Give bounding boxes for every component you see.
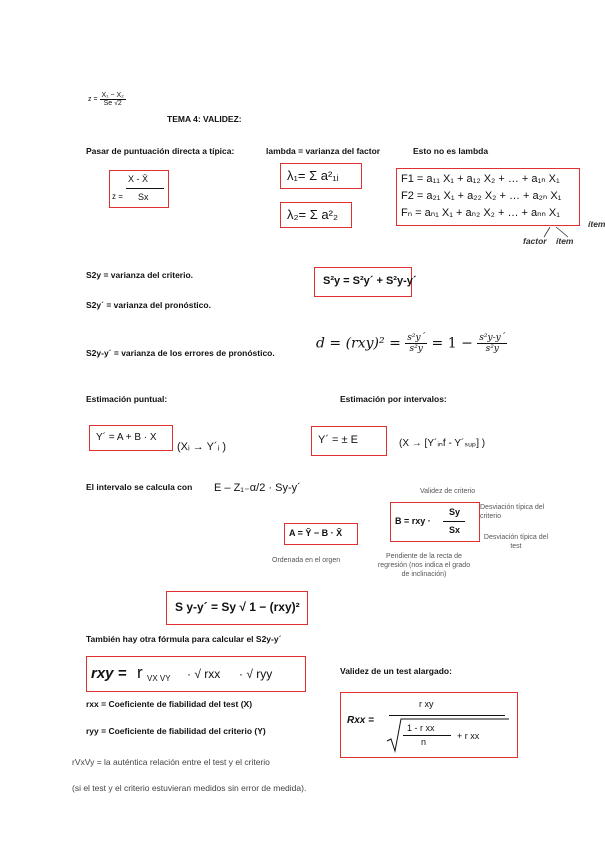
z-box-numerator: X - X̄ (128, 174, 149, 184)
factor-equations-box (396, 168, 580, 226)
b-formula: B = rxy · (395, 516, 431, 526)
lambda2-formula: λ₂= Σ a²₂ (287, 207, 339, 222)
footer-line1: rVxVy = la auténtica relación entre el test y el criterio (72, 757, 270, 767)
estimacion-puntual-label: Estimación puntual: (86, 394, 168, 404)
z-box-lhs: z = (112, 192, 123, 201)
a-formula: A = Ȳ − B · X̄ (289, 528, 343, 538)
rxx-lhs: Rxx = (347, 715, 374, 726)
def-s2err: S2y-y´ = varianza de los errores de pronóstico. (86, 348, 275, 358)
syy-box (166, 591, 308, 625)
d-num2: s²y-y´ (479, 333, 506, 343)
rxx-definition: rxx = Coeficiente de fiabilidad del test (X) (86, 699, 253, 709)
intervalo-box (311, 426, 387, 456)
regression-a-box (284, 523, 358, 545)
rxx-num: r xy (419, 699, 434, 709)
pendiente-text: Pendiente de la recta de regresión (nos indica el grado de inclinación) (377, 553, 471, 578)
rxx-box (340, 692, 518, 758)
d-lhs: d = (rxy)² = (316, 335, 401, 352)
validez-criterio-label: Validez de criterio (420, 488, 476, 495)
d-den2: s²y (485, 344, 499, 354)
estimacion-intervalos-label: Estimación por intervalos: (340, 394, 447, 404)
desv-criterio-text: Desviación típica del criterio (480, 504, 545, 520)
lambda1-formula: λ₁= Σ a²₁ᵢ (287, 168, 339, 183)
variance-decomposition-box (314, 267, 417, 297)
puntual-formula: Y´ = A + B · X (96, 432, 157, 443)
d-fraction1 (405, 333, 427, 354)
variance-decomposition-formula: S²y = S²y´ + S²y-y´ (323, 275, 417, 287)
d-den1: s²y (409, 344, 423, 354)
item-cut-label: ítem (588, 219, 605, 229)
d-fraction2 (477, 333, 507, 354)
lambda-label: lambda = varianza del factor (266, 146, 381, 156)
z-score-box (109, 170, 169, 208)
desv-test-label (480, 533, 552, 551)
z-fraction (100, 92, 126, 107)
lambda1-box (280, 163, 362, 189)
syy-formula: S y-y´ = Sy √ 1 − (rxy)² (175, 600, 300, 614)
z-difference-formula (88, 92, 126, 107)
rxx-inner-den: n (421, 737, 427, 747)
ryy-definition: ryy = Coeficiente de fiabilidad del criterio (Y) (86, 726, 266, 736)
intervalo-note: (X → [Y´ᵢₙf - Y´ₛᵤₚ] ) (399, 438, 486, 449)
d-eq: = 1 − (431, 335, 473, 352)
rxx-main-fraction-line (389, 715, 505, 716)
factor-label: factor (523, 236, 547, 246)
b-fraction-line (443, 521, 465, 522)
rxy-r: r (137, 663, 143, 682)
factor-f2: F2 = a₂₁ X₁ + a₂₂ X₂ + … + a₂ₙ X₁ (401, 190, 562, 202)
intervalo-formula: Y´ = ± E (318, 434, 358, 446)
rxy-box (86, 656, 306, 692)
rxx-inner-num: 1 - r xx (407, 723, 435, 733)
def-s2yp: S2y´ = varianza del pronóstico. (86, 300, 211, 310)
factor-fn: Fₙ = aₙ₁ X₁ + aₙ₂ X₂ + … + aₙₙ X₁ (401, 207, 560, 219)
z-box-fraction-line (126, 188, 164, 189)
rxy-rest1: · √ rxx (187, 667, 221, 681)
z-numerator: X₁ − X₂ (101, 92, 124, 99)
rxy-lhs: rxy = (91, 665, 127, 682)
determination-formula (316, 333, 507, 354)
z-denominator: Se √2 (103, 100, 122, 107)
intervalo-formula-text: E – Z₁₋α/2 · Sy-y´ (214, 482, 301, 494)
rxx-plus: + r xx (457, 731, 480, 741)
page-title: TEMA 4: VALIDEZ: (167, 114, 242, 124)
item-label: ítem (556, 236, 574, 246)
rxx-inner-fraction-line (403, 735, 451, 736)
d-num1: s²y´ (407, 333, 426, 343)
ordenada-label: Ordenada en el orgen (272, 557, 341, 564)
puntuacion-label: Pasar de puntuación directa a típica: (86, 146, 235, 156)
b-sx: Sx (449, 525, 461, 535)
footer-line2: (si el test y el criterio estuvieran medidos sin error de medida). (72, 783, 307, 793)
factor-f1: F1 = a₁₁ X₁ + a₁₂ X₂ + … + a₁ₙ X₁ (401, 173, 560, 185)
tambien-text: También hay otra fórmula para calcular el S2y-y´ (86, 634, 282, 644)
puntual-note: (Xᵢ → Y´ᵢ ) (177, 441, 227, 453)
desv-test-text: Desviación típica del test (483, 534, 549, 550)
z-lhs: z = (88, 96, 98, 103)
z-box-denominator: Sx (138, 192, 149, 202)
regression-b-box (390, 502, 480, 542)
intervalo-text: El intervalo se calcula con (86, 482, 193, 492)
puntual-box (89, 425, 173, 451)
def-s2y: S2y = varianza del criterio. (86, 270, 194, 280)
lambda2-box (280, 202, 352, 228)
validez-alargado-label: Validez de un test alargado: (340, 666, 452, 676)
rxy-rest2: · √ ryy (239, 667, 273, 681)
pendiente-label (376, 552, 472, 579)
b-sy: Sy (449, 507, 461, 517)
no-lambda-label: Esto no es lambda (413, 146, 489, 156)
desv-criterio-label (480, 503, 550, 521)
rxy-sub: VX VY (147, 674, 171, 683)
